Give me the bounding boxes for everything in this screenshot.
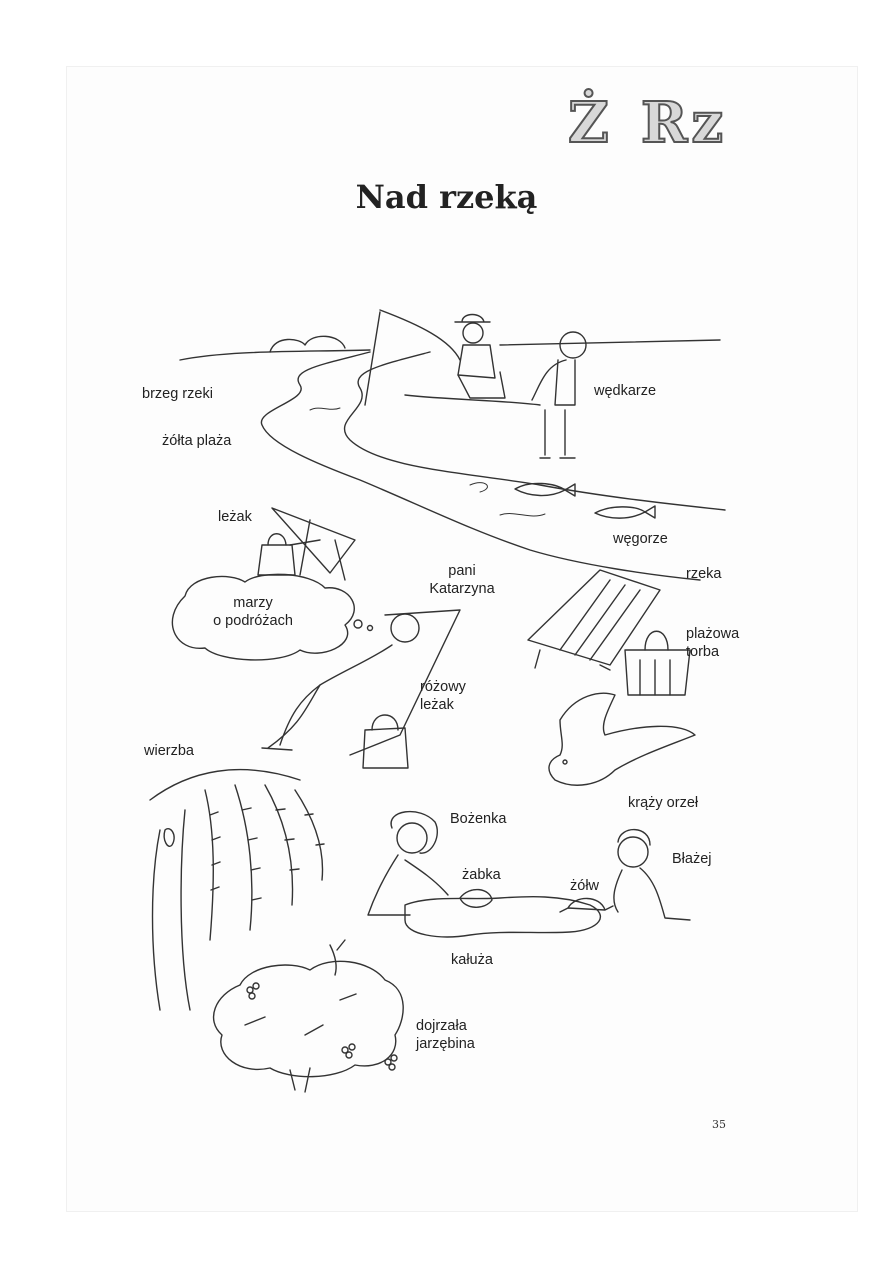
label-jarzebina-line-1: dojrzała xyxy=(416,1018,467,1034)
label-marzy-line-1: marzy xyxy=(233,595,273,611)
label-wierzba: wierzba xyxy=(144,743,194,759)
label-blazej: Błażej xyxy=(672,851,712,867)
fishermen-drawing xyxy=(365,310,655,518)
label-plazowa-line-1: plażowa xyxy=(686,626,740,642)
label-marzy xyxy=(198,594,308,630)
label-lezak: leżak xyxy=(218,509,252,525)
rowan-bush-drawing xyxy=(214,940,404,1092)
willow-drawing xyxy=(150,770,324,1010)
label-marzy-line-2: o podróżach xyxy=(213,613,293,629)
label-dojrzala-jarzebina xyxy=(416,1017,475,1053)
label-kaluza: kałuża xyxy=(451,952,493,968)
label-rozowy-lezak xyxy=(420,678,466,714)
label-bozenka: Bożenka xyxy=(450,811,507,827)
letter-rz: Rz xyxy=(640,90,728,156)
small-deckchair-drawing xyxy=(258,508,355,580)
label-jarzebina-line-2: jarzębina xyxy=(416,1036,475,1052)
label-wegorze: węgorze xyxy=(613,531,668,547)
label-zolw: żółw xyxy=(570,878,600,894)
label-rzeka: rzeka xyxy=(686,566,722,582)
label-plazowa-torba xyxy=(686,625,739,661)
label-brzeg-rzeki: brzeg rzeki xyxy=(142,386,213,402)
label-zabka: żabka xyxy=(462,867,501,883)
label-pani-line-1: pani xyxy=(448,563,476,579)
label-rozowy-line-1: różowy xyxy=(420,679,466,695)
big-deckchair-drawing xyxy=(528,570,690,695)
page-title: Nad rzeką xyxy=(355,178,538,216)
label-pani-line-2: Katarzyna xyxy=(429,581,495,597)
label-krazy-orzel: krąży orzeł xyxy=(628,795,699,811)
page-number: 35 xyxy=(712,1118,726,1131)
label-plazowa-line-2: torba xyxy=(686,644,720,660)
label-rozowy-line-2: leżak xyxy=(420,697,454,713)
eagle-drawing xyxy=(549,693,695,785)
label-pani-katarzyna xyxy=(416,562,508,598)
label-zolta-plaza: żółta plaża xyxy=(162,433,232,449)
label-wedkarze: wędkarze xyxy=(594,383,657,399)
kids-puddle-drawing xyxy=(368,812,690,937)
letter-z-dot: Ż xyxy=(568,90,613,156)
